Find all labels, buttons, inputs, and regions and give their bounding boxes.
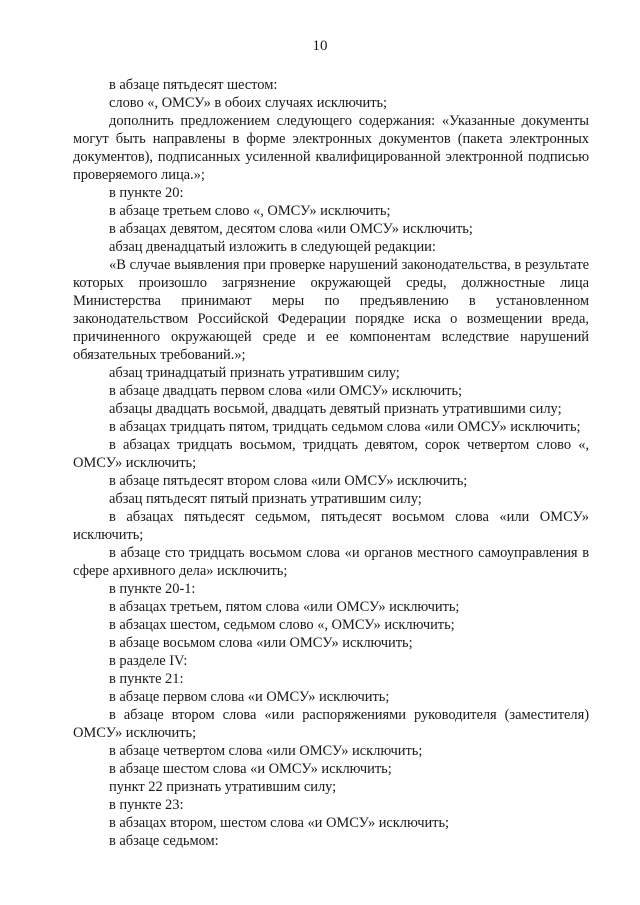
paragraph-23: в пункте 21: (109, 671, 184, 687)
paragraph-20: в абзацах шестом, седьмом слово «, ОМСУ» исключить; (109, 617, 455, 633)
paragraph-28: пункт 22 признать утратившим силу; (109, 779, 337, 795)
paragraph-4: в пункте 20: (109, 185, 184, 201)
paragraph-3: дополнить предложением следующего содержания: «Указанные документы могут быть направлены в форме электронных документов (пакета электронных документов), подписанных усиленной квалифицированной электронной подписью проверяемого лица.»; (73, 113, 589, 183)
paragraph-2: слово «, ОМСУ» в обоих случаях исключить; (109, 95, 388, 111)
paragraph-9: абзац тринадцатый признать утратившим силу; (109, 365, 400, 381)
paragraph-6: в абзацах девятом, десятом слова «или ОМСУ» исключить; (109, 221, 473, 237)
paragraph-30: в абзацах втором, шестом слова «и ОМСУ» исключить; (109, 815, 449, 831)
paragraph-24: в абзаце первом слова «и ОМСУ» исключить; (109, 689, 390, 705)
paragraph-16: в абзацах пятьдесят седьмом, пятьдесят восьмом слова «или ОМСУ» исключить; (73, 509, 589, 543)
paragraph-17: в абзаце сто тридцать восьмом слова «и органов местного самоуправления в сфере архивного дела» исключить; (73, 545, 589, 579)
paragraph-10: в абзаце двадцать первом слова «или ОМСУ» исключить; (109, 383, 463, 399)
paragraph-8: «В случае выявления при проверке нарушений законодательства, в результате которых произошло загрязнение окружающей среды, должностные лица Министерства принимают меры по предъявлению в установленном законодательством Российской Федерации порядке иска о возмещении вреда, причиненного окружающей среде и ее компонентам вследствие нарушений обязательных требований.»; (73, 257, 589, 363)
paragraph-19: в абзацах третьем, пятом слова «или ОМСУ» исключить; (109, 599, 460, 615)
paragraph-18: в пункте 20-1: (109, 581, 196, 597)
paragraph-7: абзац двенадцатый изложить в следующей редакции: (109, 239, 436, 255)
paragraph-31: в абзаце седьмом: (109, 833, 219, 849)
paragraph-1: в абзаце пятьдесят шестом: (109, 77, 278, 93)
paragraph-21: в абзаце восьмом слова «или ОМСУ» исключить; (109, 635, 413, 651)
paragraph-22: в разделе IV: (109, 653, 188, 669)
paragraph-15: абзац пятьдесят пятый признать утратившим силу; (109, 491, 422, 507)
page-number: 10 (312, 38, 328, 54)
paragraph-26: в абзаце четвертом слова «или ОМСУ» исключить; (109, 743, 423, 759)
paragraph-27: в абзаце шестом слова «и ОМСУ» исключить; (109, 761, 392, 777)
paragraph-12: в абзацах тридцать пятом, тридцать седьмом слова «или ОМСУ» исключить; (109, 419, 581, 435)
paragraph-5: в абзаце третьем слово «, ОМСУ» исключить; (109, 203, 391, 219)
paragraph-25: в абзаце втором слова «или распоряжениями руководителя (заместителя) ОМСУ» исключить; (73, 707, 589, 741)
paragraph-11: абзацы двадцать восьмой, двадцать девятый признать утратившими силу; (109, 401, 562, 417)
paragraph-14: в абзаце пятьдесят втором слова «или ОМСУ» исключить; (109, 473, 468, 489)
document-body (73, 76, 589, 850)
paragraph-29: в пункте 23: (109, 797, 184, 813)
paragraph-13: в абзацах тридцать восьмом, тридцать девятом, сорок четвертом слово «, ОМСУ» исключить; (73, 437, 589, 471)
